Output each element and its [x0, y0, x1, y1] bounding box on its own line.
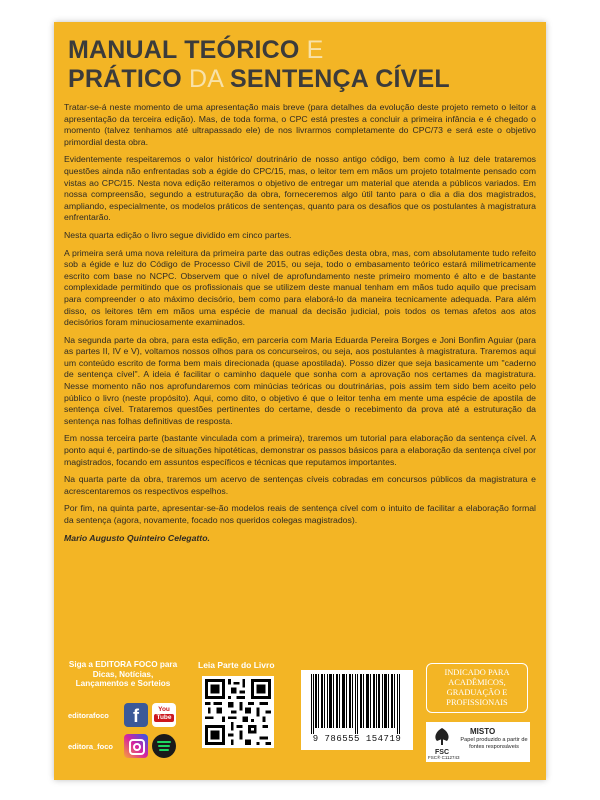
barcode-bars: [301, 674, 413, 736]
facebook-glyph: f: [133, 706, 139, 726]
social-handle-editorafoco: editorafoco: [68, 711, 109, 720]
spotify-icon[interactable]: [152, 734, 176, 758]
audience-badge: INDICADO PARA ACADÊMICOS, GRADUAÇÃO E PROFISSIONAIS: [426, 663, 528, 713]
qr-code-label: Leia Parte do Livro: [198, 660, 275, 670]
fsc-brand-text: FSC: [435, 749, 449, 756]
isbn-barcode: [301, 670, 413, 750]
fsc-certification: [426, 722, 530, 762]
youtube-tube-text: Tube: [154, 714, 174, 722]
author-signature: Mario Augusto Quinteiro Celegatto.: [64, 532, 210, 543]
social-handle-editora-foco: editora_foco: [68, 742, 114, 751]
book-back-cover: [54, 22, 546, 780]
synopsis-paragraph: Tratar-se-á neste momento de uma apresentação mais breve (para detalhes da evolução deste projeto remeto o leitor a apresentação da terceira edição). Mas, de toda forma, o CPC está prestes a concluir a primeira infância e é chegado o momento (talvez tenhamos até ultrapassado ele) de nos livrarmos completamente do CPC/73 e será este o objetivo primordial desta obra.: [64, 102, 536, 147]
qr-code[interactable]: [202, 676, 274, 748]
follow-publisher-text: Siga a EDITORA FOCO para Dicas, Notícias, Lançamentos e Sorteios: [68, 660, 178, 689]
title-part-sentenca-civel: SENTENÇA CÍVEL: [229, 65, 450, 93]
social-row-1: [68, 703, 178, 729]
book-title: [68, 36, 538, 94]
title-line-1: [68, 36, 538, 65]
social-row-2: [68, 734, 178, 760]
facebook-icon[interactable]: [124, 703, 148, 727]
synopsis-paragraph: Por fim, na quinta parte, apresentar-se-ão modelos reais de sentença cível com o intuito de facilitar a elaboração formal da sentença (agora, novamente, focado nos queridos colegas magistrados).: [64, 503, 536, 525]
synopsis-paragraph: Evidentemente respeitaremos o valor histórico/ doutrinário de nosso antigo código, bem como à luz dele trataremos questões ainda não enfrentadas sob a égide do CPC/15, mas, o leitor tem em mãos um projeto totalmente pensado com vistas ao CPC/15. Nesta nova edição reiteramos o objetivo de entregar um material que atenda a públicos variados. Em nossa compreensão, segundo a estruturação da obra, forneceremos algo útil tanto para o dia a dia dos magistrados, ampliando, especialmente, os modelos práticos de sentenças, quanto para os desafios que os postulantes à magistratura enfrentarão.: [64, 154, 536, 223]
synopsis-paragraph: Na quarta parte da obra, traremos um acervo de sentenças cíveis cobradas em concursos públicos da magistratura e acrescentaremos os respectivos espelhos.: [64, 474, 536, 496]
isbn-number: 9 786555 154719: [312, 734, 402, 744]
synopsis-paragraph: A primeira será uma nova releitura da primeira parte das outras edições desta obra, mas, com absolutamente tudo refeito sob a égide e luz do Código de Processo Civil de 2015, ou seja, todo o embasamento teórico estará milimetricamente escrito com base no NCPC. Observem que o nível de aprofundamento neste primeiro momento é alto e de bastante complexidade permitindo que os profissionais que se utilizem deste manual tenham em mãos tudo aquilo que precisam para compreender o ato máximo decisório, bem como para elaborá-lo da maneira tecnicamente adequada. Para além disso, os leitores têm em mãos uma espécie de manual da decisão judicial, pois todos os temas afetos aos atos decisórios foram minuciosamente examinados.: [64, 247, 536, 328]
synopsis-paragraph: Na segunda parte da obra, para esta edição, em parceria com Maria Eduarda Pereira Borges e Joni Bonfim Aguiar (para as partes II, IV e V), voltamos nossos olhos para os concurseiros, ou seja, aos postulantes à magistratura. Traremos aqui um conteúdo escrito de forma bem mais direcionada (quase apostilada). Posso dizer que seja basicamente um "caderno de sentença cível". A ideia é facilitar o caminho daquele que sonha com a aprovação nos certames da magistratura. Nesse momento não nos aprofundaremos com minúcias teóricas ou doutrinárias, pois assim tem sido bem aceito pelo público o livro (neste propósito). Aqui, como dito, o objetivo é que o leitor tenha em mente uma espécie de apostila de sentença cível. Trataremos questões pertinentes do certame, desde o recebimento da prova até a estruturação da sentença nas folhas definitivas de resposta.: [64, 334, 536, 426]
fsc-license-code: FSC® C112743: [428, 755, 460, 760]
fsc-title: MISTO: [470, 727, 496, 736]
instagram-icon[interactable]: [124, 734, 148, 758]
youtube-you-text: You: [158, 706, 170, 713]
title-part-da: DA: [181, 65, 230, 93]
fsc-description: Papel produzido a partir de fontes responsáveis: [460, 737, 528, 750]
spotify-wave-icon: [157, 741, 171, 743]
synopsis-text: [64, 102, 536, 550]
title-part-pratico: PRÁTICO: [68, 65, 182, 93]
youtube-icon[interactable]: [152, 703, 176, 727]
spotify-wave-icon: [159, 749, 169, 751]
synopsis-paragraph: Nesta quarta edição o livro segue dividido em cinco partes.: [64, 229, 292, 240]
title-line-2: [68, 65, 538, 94]
synopsis-paragraph: Em nossa terceira parte (bastante vinculada com a primeira), traremos um tutorial para elaboração da sentença cível. A ponto aqui é, partindo-se de situações hipotéticas, demonstrar os passos básicos para a elaboração da sentença cível por magistrados, focando em assuntos específicos e técnicas que reputamos importantes.: [64, 433, 536, 467]
spotify-wave-icon: [158, 745, 170, 747]
title-part-manual-teorico: MANUAL TEÓRICO: [68, 36, 300, 64]
fsc-tree-icon: [430, 726, 454, 756]
title-part-e: E: [299, 36, 324, 64]
